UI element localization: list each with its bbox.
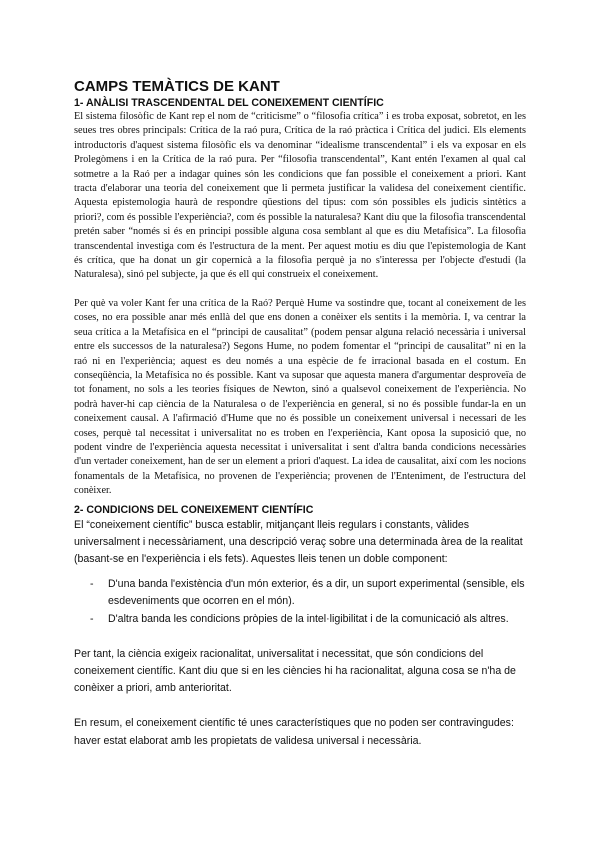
section-1-paragraph-1: El sistema filosòfic de Kant rep el nom de “criticisme” o “filosofia crítica” i es troba exposat, sobretot, en les seues tres obres principals: Crítica de la raó pura, Crítica de la raó pràctica i Crítica del judici. Els elements introductoris d'aquest sistema filosòfic els va denominar “idealisme transcendental” i els va exposar en els Prolegòmens i en la Crítica de la raó pura. Per “filosofia transcendental”, Kant entén l'examen al qual cal sotmetre a la Raó per a indagar quines són les condicions que fan possible el coneixement a priori. Kant tracta d'elaborar una teoria del coneixement que li permeta justificar la validesa del coneixement científic. Aquesta epistemologia haurà de respondre qüestions del tipus: com són possibles els judicis sintètics a priori?, com és possible l'experiència?, com és possible la naturalesa? Kant diu que la filosofia transcendental pretén saber “només si és en principi possible alguna cosa semblant al que es diu Metafísica”. La filosofia transcendental investiga com és l'estructura de la ment. Per aquest motiu es diu que l'epistemologia de Kant és crítica, que ha donat un gir copernicà a la filosofia perquè ja no s'interessa per l'objecte d'estudi (la Naturalesa), sinó pel subjecte, ja que és ell qui construeix el coneixement.: [74, 111, 526, 281]
section-1-heading: 1- ANÀLISI TRASCENDENTAL DEL CONEIXEMENT CIENTÍFIC: [74, 97, 384, 109]
section-2-paragraph-3: En resum, el coneixement científic té unes característiques que no poden ser contravingudes: haver estat elaborat amb les propietats de validesa universal i necessària.: [74, 717, 514, 747]
page-title: CAMPS TEMÀTICS DE KANT: [74, 78, 280, 95]
section-2-paragraph-1: El “coneixement científic” busca establir, mitjançant lleis regulars i constants, vàlides universalment i necessàriament, una descripció veraç sobre una determinada àrea de la realitat (basant-se en l'experiència i els fets). Aquestes lleis tenen un doble component:: [74, 518, 523, 565]
list-item: [74, 611, 526, 628]
section-2-heading: 2- CONDICIONS DEL CONEIXEMENT CIENTÍFIC: [74, 503, 314, 516]
list-item-text: D'altra banda les condicions pròpies de la intel·ligibilitat i de la comunicació als altres.: [108, 612, 509, 625]
section-1-paragraph-2: Per què va voler Kant fer una crítica de la Raó? Perquè Hume va sostindre que, tocant al coneixement de les coses, no era possible anar més enllà del que ens donen a conèixer els sentits i la memòria. I, va centrar la seua crítica a la Metafísica en el “principi de causalitat” (podem pensar alguna relació necessària i universal entre els successos de la naturalesa?) Segons Hume, no podem fomentar el “principi de causalitat” ni en la raó ni en l'experiència; aquest es deu només a una espècie de fe irracional basada en el costum. En conseqüència, la Metafísica no és possible. Kant va suposar que aquesta manera d'argumentar desproveïa de tot fonament, no sols a les teories físiques de Newton, sinó a qualsevol coneixement de l'experiència. No podrà haver-hi cap ciència de la Naturalesa o de l'experiència en general, si no és possible fundar-la en un coneixement causal. A l'afirmació d'Hume que no és possible un coneixement universal i necessari de les coses, perquè tal necessitat i universalitat no es troben en l'experiència, Kant oposa la suposició que, no podent vindre de l'experiència aquesta necessitat i universalitat i sent d'altra banda condicions necessàries d'un vertader coneixement, han de ser un element a priori d'aquest. La idea de causalitat, així com les nocions fonamentals de la Metafísica, no provenen de l'experiència; provenen de l'Enteniment, de l'estructura del conèixer.: [74, 297, 526, 497]
list-item-text: D'una banda l'existència d'un món exterior, és a dir, un suport experimental (sensible, els esdeveniments que ocorren en el món).: [108, 578, 525, 608]
dash-bullet-icon: -: [90, 578, 94, 591]
section-2-bullet-list: [74, 576, 526, 628]
section-2-paragraph-2: Per tant, la ciència exigeix racionalitat, universalitat i necessitat, que són condicions del coneixement científic. Kant diu que si en les ciències hi ha racionalitat, alguna cosa se n'ha de conèixer a priori, amb anterioritat.: [74, 647, 516, 695]
document-body: [74, 78, 526, 750]
list-item: [74, 576, 526, 610]
dash-bullet-icon: -: [90, 612, 94, 625]
